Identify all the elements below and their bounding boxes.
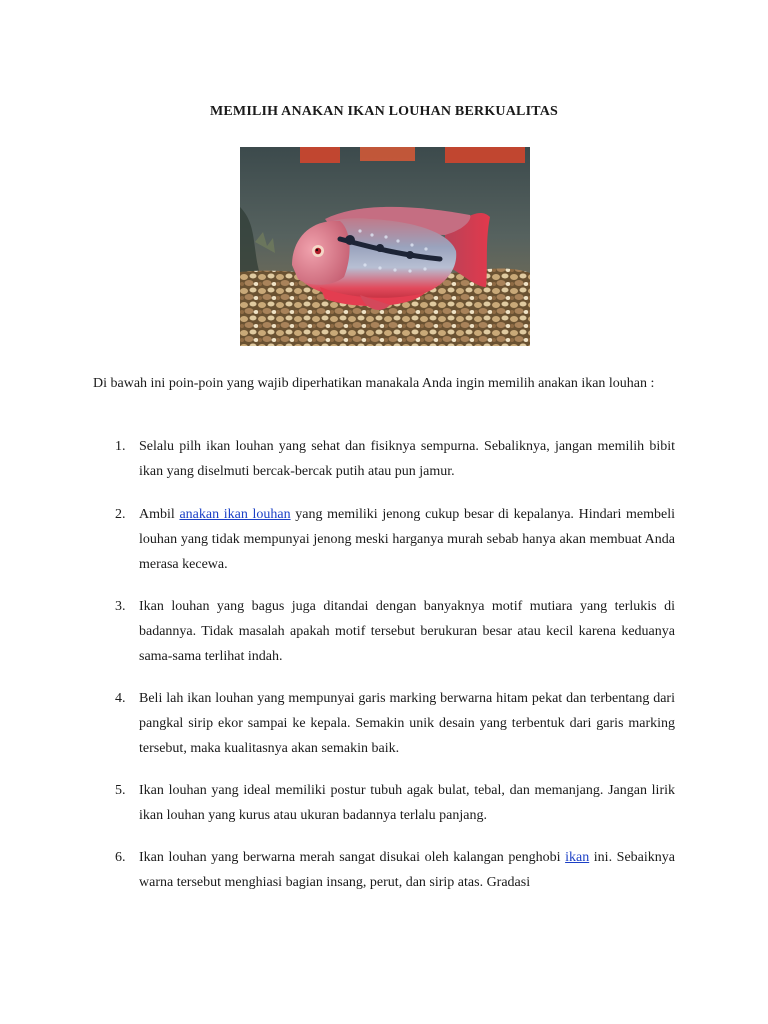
louhan-fish-photo [240, 147, 530, 346]
list-item-text-before: Ikan louhan yang berwarna merah sangat disukai oleh kalangan penghobi [139, 850, 566, 865]
list-item-number: 4. [115, 691, 126, 706]
list-item-text-after: yang memiliki jenong cukup besar di kepalanya. Hindari membeli louhan yang tidak mempunyai jenong meski harganya murah sebab hanya akan membuat Anda merasa kecewa. [139, 507, 675, 572]
list-item [93, 845, 675, 895]
tips-list [93, 434, 675, 895]
list-item [93, 502, 675, 577]
list-item-number: 1. [115, 439, 126, 454]
intro-paragraph: Di bawah ini poin-poin yang wajib diperhatikan manakala Anda ingin memilih anakan ikan louhan : [93, 376, 655, 391]
list-item-text: Selalu pilh ikan louhan yang sehat dan fisiknya sempurna. Sebaliknya, jangan memilih bibit ikan yang diselmuti bercak-bercak putih atau pun jamur. [139, 439, 675, 479]
list-item-number: 2. [115, 507, 126, 522]
list-item-number: 5. [115, 783, 126, 798]
anakan-ikan-louhan-link[interactable]: anakan ikan louhan [179, 507, 291, 522]
list-item-text-after: ini. Sebaiknya warna tersebut menghiasi bagian insang, perut, dan sirip atas. Gradasi [139, 850, 675, 890]
list-item-text: Ikan louhan yang ideal memiliki postur tubuh agak bulat, tebal, dan memanjang. Jangan lirik ikan louhan yang kurus atau ukuran badannya terlalu panjang. [139, 783, 675, 823]
list-item-text: Ikan louhan yang bagus juga ditandai dengan banyaknya motif mutiara yang terlukis di badannya. Tidak masalah apakah motif tersebut berukuran besar atau kecil karena keduanya sama-sama terlihat indah. [139, 599, 675, 664]
list-item-number: 6. [115, 850, 126, 865]
document-title: MEMILIH ANAKAN IKAN LOUHAN BERKUALITAS [209, 104, 559, 119]
list-item-number: 3. [115, 599, 126, 614]
list-item-text: Beli lah ikan louhan yang mempunyai garis marking berwarna hitam pekat dan terbentang dari pangkal sirip ekor sampai ke kepala. Semakin unik desain yang terbentuk dari garis marking tersebut, maka kualitasnya akan semakin baik. [139, 691, 675, 756]
list-item [93, 594, 675, 669]
list-item-text-before: Ambil [139, 507, 180, 522]
list-item [93, 686, 675, 761]
list-item [93, 434, 675, 484]
list-item [93, 778, 675, 828]
ikan-link[interactable]: ikan [565, 850, 590, 865]
